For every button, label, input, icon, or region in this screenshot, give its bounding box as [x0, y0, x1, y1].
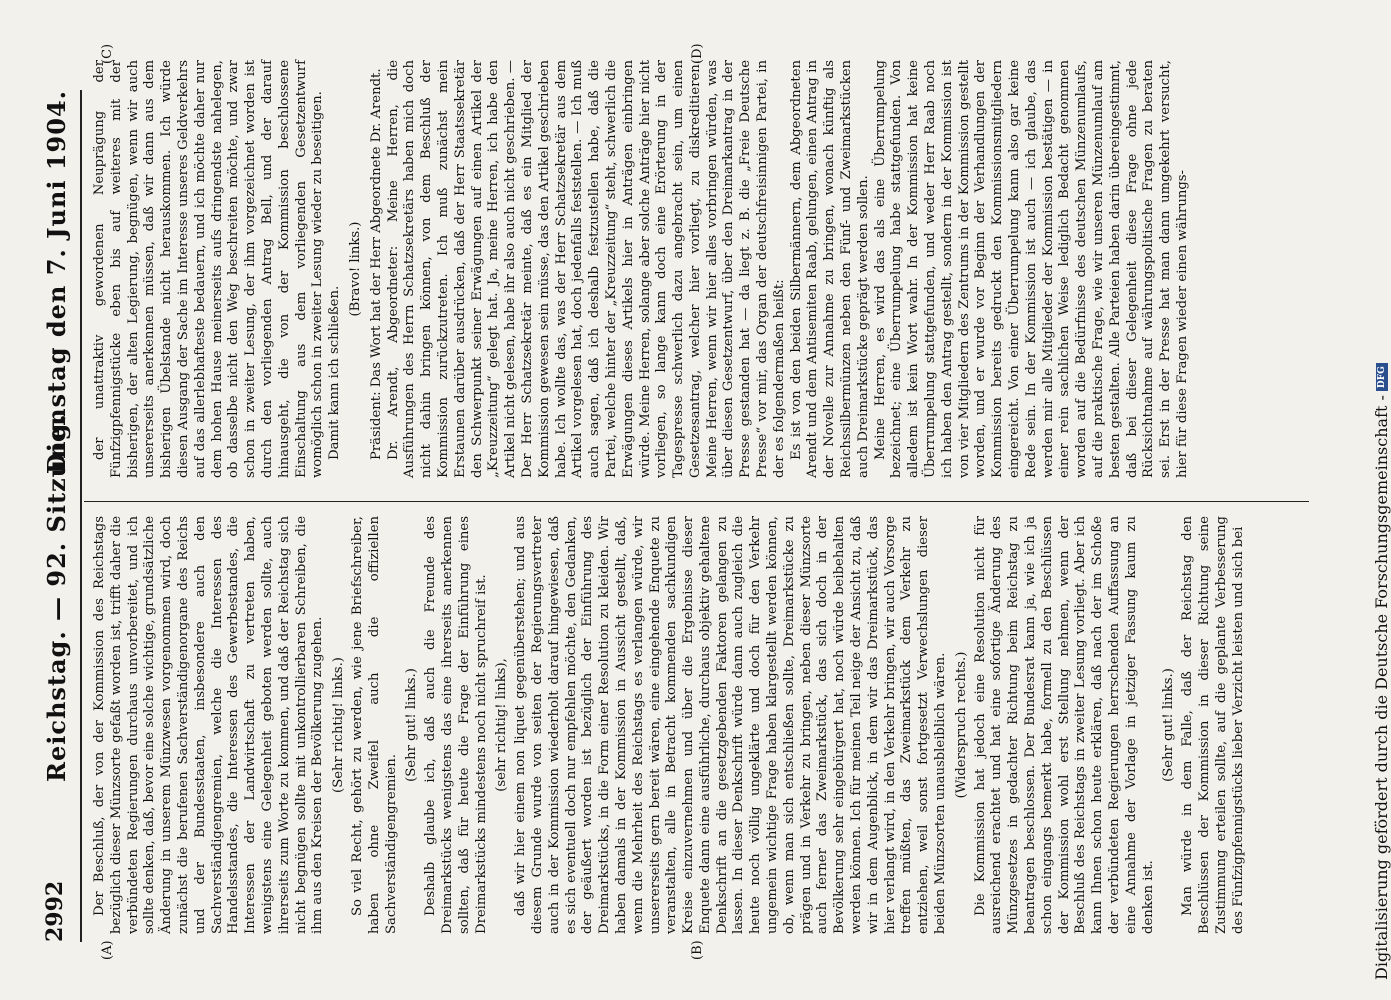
margin-marker-d: (D) — [690, 43, 705, 64]
paragraph: Man würde in dem Falle, daß der Reichstag den Beschlüssen der Kommission in dieser Richtung seine Zustimmung erteilen sollte, auf die geplante Verbesserung des Fünfzigpfennigstücks lieber Verzicht leisten und sich bei — [1180, 516, 1246, 934]
left-running-title: Reichstag. — 92. Sitzung. — [42, 413, 71, 782]
dfg-logo: DFG — [1376, 363, 1388, 391]
margin-marker-a: (A) — [100, 940, 115, 960]
right-text-column — [92, 60, 1307, 478]
paragraph: Der Beschluß, der von der Kommission des Reichstags bezüglich dieser Münzsorte gefaßt worden ist, trifft daher die verbündeten Regierungen durchaus unvorbereitet, und ich sollte denken, daß, bevor eine solche wichtige, grundsätzliche Änderung in unserem Münzwesen vorgenommen wird, doch zunächst die berufenen Sachverständigenorgane des Reichs und der Bundesstaaten, insbesondere auch den Sachverständigengremien, welche die Interessen des Handelsstandes, die Interessen des Gewerbestandes, die Interessen der Landwirtschaft zu vertreten haben, wenigstens eine Gelegenheit geboten werden sollte, auch ihrerseits zum Worte zu kommen, und daß der Reichstag sich nicht begnügen sollte mit unkontrollierbaren Schreiben, die ihm aus den Kreisen der Bevölkerung zugehen. — [92, 516, 326, 934]
right-running-title: Dienstag den 7. Juni 1904. — [42, 90, 71, 475]
interjection: (Bravo! links.) — [347, 221, 363, 317]
interjection: (sehr richtig! links), — [494, 658, 510, 792]
credit-text: Digitalisierung gefördert durch die Deutsche Forschungsgemeinschaft - — [1372, 395, 1391, 980]
margin-marker-b: (B) — [690, 940, 705, 960]
column-divider — [84, 501, 1309, 502]
interjection: (Sehr richtig! links.) — [331, 657, 347, 793]
paragraph: Die Kommission hat jedoch eine Resolution nicht für ausreichend erachtet und hat eine sofortige Änderung des Münzgesetzes in gedachter Richtung beim Reichstag zu beantragen beschlossen. Der Bundesrat kann ja, wie ich ja schon eingangs bemerkt habe, formell zu den Beschlüssen der Kommission wohl erst Stellung nehmen, wenn der Beschluß des Reichstags in zweiter Lesung vorliegt. Aber ich kann Ihnen schon heute erklären, daß nach der im Schoße der verbündeten Regierungen herrschenden Auffassung an eine Annahme der Vorlage in jetziger Fassung kaum zu denken ist. — [972, 516, 1156, 934]
paragraph: Damit kann ich schließen. — [327, 285, 343, 460]
page-number: 2992 — [42, 880, 68, 942]
interjection: (Widerspruch rechts.) — [953, 651, 969, 799]
paragraph: Deshalb glaube ich, daß auch die Freunde des Dreimarkstücks wenigstens das eine ihrerseits anerkennen sollten, daß für heute die Frage der Einführung eines Dreimarkstücks mindestens noch nicht spruchreif ist. — [423, 516, 489, 934]
header-rule — [80, 90, 82, 942]
paragraph: der unattraktiv gewordenen Neuprägung der Fünfzigpfennigstücke eben bis auf weiteres mit der bisherigen, der alten Legierung, begnügen, wenn wir auch unsererseits anerkennen müssen, daß wir dann aus dem bisherigen Übelstande nicht herauskommen. Ich würde diesen Ausgang der Sache im Interesse unseres Geldverkehrs auf das allerlebhafteste bedauern, und ich möchte daher nur dem hohen Hause meinerseits aufs dringendste nahelegen, ob dasselbe nicht den Weg beschreiten möchte, und zwar schon in zweiter Lesung, der ihm vorgezeichnet worden ist durch den vorliegenden Antrag Bell, und der darauf hinausgeht, die von der Kommission beschlossene Einschaltung aus dem vorliegenden Gesetzentwurf womöglich schon in zweiter Lesung wieder zu beseitigen. — [92, 60, 326, 478]
page-header — [42, 90, 72, 942]
paragraph: So viel Recht, gehört zu werden, wie jene Briefschreiber, haben ohne Zweifel auch die offiziellen Sachverständigengremien. — [349, 516, 399, 934]
margin-marker-c: (C) — [100, 43, 115, 64]
interjection: (Sehr gut! links.) — [1161, 668, 1177, 782]
interjection: (Sehr gut! links.) — [404, 668, 420, 782]
left-text-column — [92, 516, 1307, 934]
paragraph: Dr. Arendt, Abgeordneter: Meine Herren, die Ausführungen des Herrn Schatzsekretärs haben mich doch nicht dahin bringen können, von dem Beschluß der Kommission zurückzutreten. Ich muß zunächst mein Erstaunen darüber ausdrücken, daß der Herr Staatssekretär den Schwerpunkt seiner Erwägungen auf einen Artikel der „Kreuzzeitung“ gelegt hat. Ja, meine Herren, ich habe den Artikel nicht gelesen, habe ihr also auch nicht geschrieben. — Der Herr Schatzsekretär meinte, daß es ein Mitglied der Kommission gewesen sein müsse, das den Artikel geschrieben habe. Ich wollte das, was der Herr Schatzsekretär aus dem Artikel vorgelesen hat, doch jedenfalls feststellen. — Ich muß auch sagen, daß ich deshalb festzustellen habe, daß die Partei, welche hinter der „Kreuzzeitung“ steht, schwerlich die Erwägungen dieses Artikels hier in Anträgen einbringen würde. Meine Herren, solange aber solche Anträge hier nicht vorliegen, so lange kann doch eine Erörterung in der Tagespresse schwerlich dazu angebracht sein, um einen Gesetzesantrag, welcher hier vorliegt, zu diskreditieren. Meine Herren, wenn wir hier alles vorbringen würden, was über diesen Gesetzentwurf, über den Dreimarkantrag in der Presse gestanden hat — da liegt z. B. die „Freie Deutsche Presse“ vor mir, das Organ der deutschfreisinnigen Partei, in der es folgendermaßen heißt: — [385, 60, 787, 478]
paragraph: daß wir hier einem non liquet gegenüberstehen; und aus diesem Grunde wurde von seiten der Regierungsvertreter auch in der Kommission wiederholt darauf hingewiesen, daß es sich eventuell doch nur empfehlen möchte, den Gedanken, der geäußert worden ist bezüglich der Einführung des Dreimarkstücks, in die Form einer Resolution zu kleiden. Wir haben damals in der Kommission in Aussicht gestellt, daß, wenn die Mehrheit des Reichstags es verlangen würde, wir unsererseits gern bereit wären, eine eingehende Enquete zu veranstalten, alle in Betracht kommenden sachkundigen Kreise einzuvernehmen und über die Ergebnisse dieser Enquete dann eine ausführliche, durchaus objektiv gehaltene Denkschrift an die gesetzgebenden Faktoren gelangen zu lassen. In dieser Denkschrift würde dann auch zugleich die heute noch völlig ungeklärte und doch für den Verkehr ungemein wichtige Frage haben klargestellt werden können, ob, wenn man sich entschließen sollte, Dreimarkstücke zu prägen und in Verkehr zu bringen, neben dieser Münzsorte auch ferner das Zweimarkstück, das sich doch in der Bevölkerung sehr eingebürgert hat, noch würde beibehalten werden können. Ich für meinen Teil neige der Ansicht zu, daß wir in dem Augenblick, in dem wir das Dreimarkstück, das hier verlangt wird, in den Verkehr bringen, wir auch Vorsorge treffen müßten, das Zweimarkstück dem Verkehr zu entziehen, weil sonst fortgesetzt Verwechslungen dieser beiden Münzsorten unausbleiblich wären. — [513, 516, 949, 934]
paragraph: Meine Herren, es wird das als eine Überrumpelung bezeichnet; eine Überrumpelung habe stattgefunden. Von alledem ist kein Wort wahr. In der Kommission hat keine Überrumpelung stattgefunden, und weder Herr Raab noch ich haben den Antrag gestellt, sondern in der Kommission ist von vier Mitgliedern des Zentrums in der Kommission gestellt worden, und er wurde vor Beginn der Verhandlungen der Kommission bereits gedruckt den Kommissionsmitgliedern eingereicht. Von einer Überrumpelung kann also gar keine Rede sein. In der Kommission ist auch — ich glaube, das werden mir alle Mitglieder der Kommission bestätigen — in einer rein sachlichen Weise lediglich Bedacht genommen worden auf die Bedürfnisse des deutschen Münzenumlaufs, auf die praktische Frage, wie wir unseren Münzenumlauf am besten gestalten. Alle Parteien haben darin übereingestimmt, daß bei dieser Gelegenheit diese Frage ohne jede Rücksichtnahme auf währungspolitische Fragen zu beraten sei. Erst in der Presse hat man dann umgekehrt versucht, hier für diese Fragen wieder einen währungs- — [872, 60, 1190, 478]
paragraph: Es ist von den beiden Silbermännern, dem Abgeordneten Arendt und dem Antisemiten Raab, gelungen, einen Antrag in der Novelle zur Annahme zu bringen, wonach künftig als Reichssilbermünzen neben den Fünf- und Zweimarkstücken auch Dreimarkstücke geprägt werden sollen. — [788, 60, 871, 478]
paragraph: Präsident: Das Wort hat der Herr Abgeordnete Dr. Arendt. — [368, 68, 384, 460]
